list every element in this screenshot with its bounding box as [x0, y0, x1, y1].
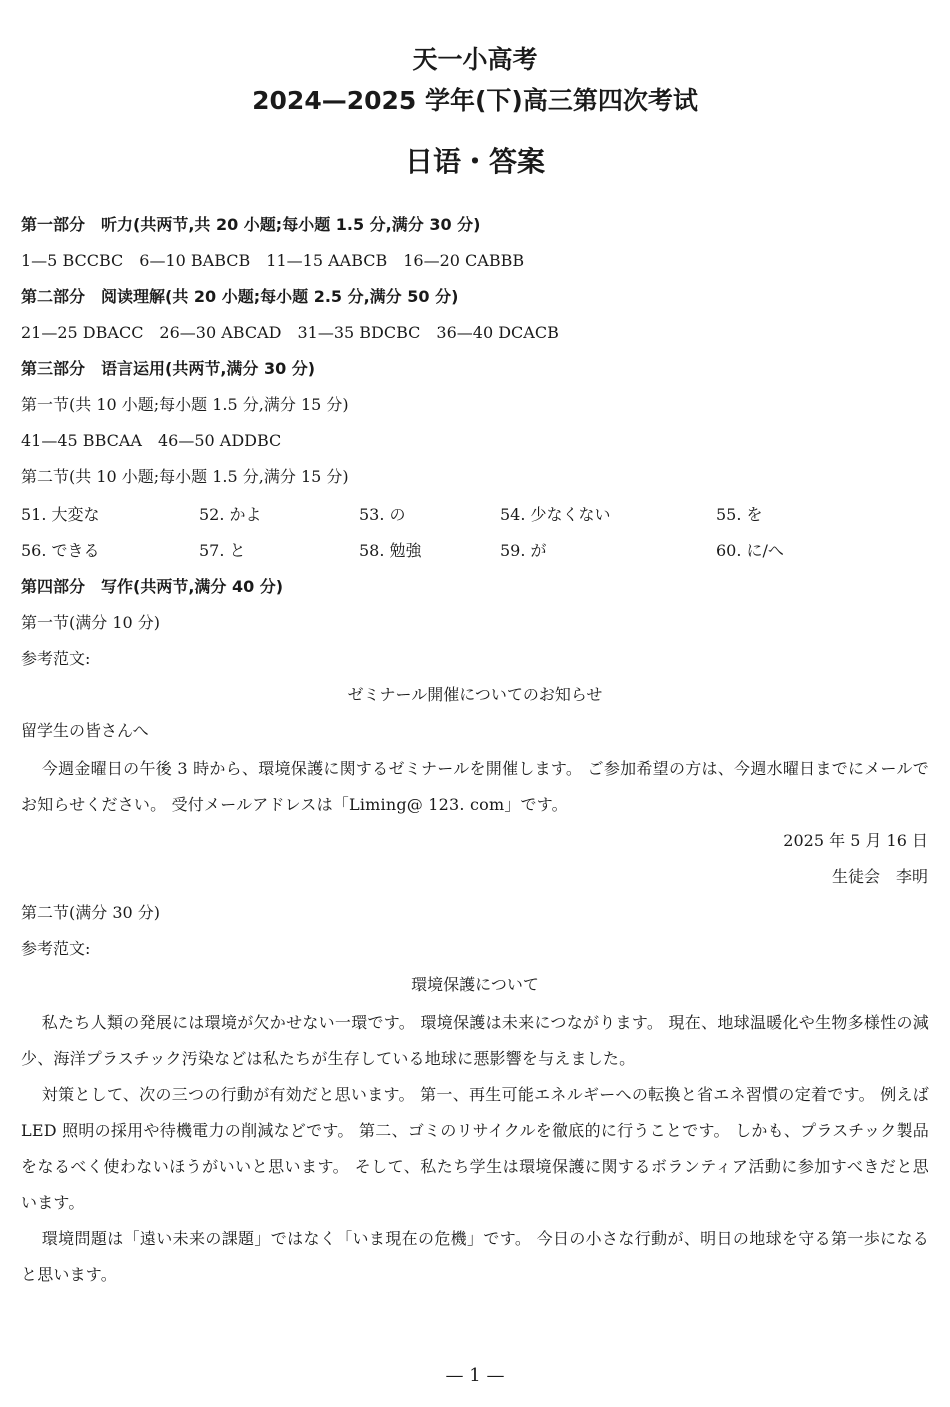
header-org: 天一小高考 [412, 45, 538, 74]
page-number: — 1 — [445, 1365, 505, 1386]
essay1-greeting: 留学生の皆さんへ [21, 721, 149, 740]
fill-answer: 56. できる [21, 541, 100, 560]
fill-answer: 51. 大変な [21, 505, 100, 524]
part3-sec2-heading: 第二节(共 10 小题;每小题 1.5 分,满分 15 分) [21, 467, 349, 486]
part4-sec2-heading: 第二节(满分 30 分) [21, 903, 161, 922]
part2-heading: 第二部分 阅读理解(共 20 小题;每小题 2.5 分,满分 50 分) [21, 287, 459, 306]
part2-answers: 21—25 DBACC 26—30 ABCAD 31—35 BDCBC 36—40 DCACB [21, 323, 559, 342]
essay1-date: 2025 年 5 月 16 日 [783, 831, 928, 850]
part3-sec1-heading: 第一节(共 10 小题;每小题 1.5 分,满分 15 分) [21, 395, 349, 414]
part3-heading: 第三部分 语言运用(共两节,满分 30 分) [21, 359, 316, 378]
fill-answer: 58. 勉強 [359, 541, 422, 560]
part1-answers: 1—5 BCCBC 6—10 BABCB 11—15 AABCB 16—20 CABBB [21, 251, 525, 270]
part1-heading: 第一部分 听力(共两节,共 20 小题;每小题 1.5 分,满分 30 分) [21, 215, 481, 234]
header-exam: 2024—2025 学年(下)高三第四次考试 [252, 86, 698, 115]
fill-answer: 55. を [716, 505, 763, 524]
essay2-title: 環境保護について [411, 975, 539, 994]
fill-answer: 60. に/へ [716, 541, 784, 560]
part3-sec1-answers: 41—45 BBCAA 46—50 ADDBC [21, 431, 282, 450]
part4-sec2-ref: 参考范文: [21, 939, 91, 958]
essay1-body: 今週金曜日の午後 3 時から、環境保護に関するゼミナールを開催します。 ご参加希望の方は、今週水曜日までにメールでお知らせください。 受付メールアドレスは「Liming@ 123. com」です。 [21, 759, 929, 814]
essay1-title: ゼミナール開催についてのお知らせ [347, 685, 603, 704]
part4-sec1-heading: 第一节(满分 10 分) [21, 613, 161, 632]
fill-answer: 52. かよ [199, 505, 262, 524]
fill-answer: 54. 少なくない [500, 505, 611, 524]
essay2-paragraph: 私たち人類の発展には環境が欠かせない一環です。 環境保護は未来につながります。 現在、地球温暖化や生物多様性の減少、海洋プラスチック汚染などは私たちが生存している地球に悪影響を与えました。 [21, 1013, 929, 1068]
part4-sec1-ref: 参考范文: [21, 649, 91, 668]
part4-heading: 第四部分 写作(共两节,满分 40 分) [21, 577, 284, 596]
essay1-signature: 生徒会 李明 [831, 867, 928, 886]
fill-answer: 59. が [500, 541, 547, 560]
essay2-paragraph: 環境問題は「遠い未来の課題」ではなく「いま現在の危機」です。 今日の小さな行動が、明日の地球を守る第一歩になると思います。 [21, 1229, 929, 1284]
fill-answer: 53. の [359, 505, 406, 524]
fill-answer: 57. と [199, 541, 246, 560]
essay2-paragraph: 対策として、次の三つの行動が有効だと思います。 第一、再生可能エネルギーへの転換と省エネ習慣の定着です。 例えば LED 照明の採用や待機電力の削減などです。 第二、ゴミのリサイクルを徹底的に行うことです。 しかも、プラスチック製品をなるべく使わないほうがいいと思います。 そして、私たち学生は環境保護に関するボランティア活動に参加すべきだと思います。 [21, 1085, 929, 1212]
page-title: 日语・答案 [404, 145, 545, 178]
